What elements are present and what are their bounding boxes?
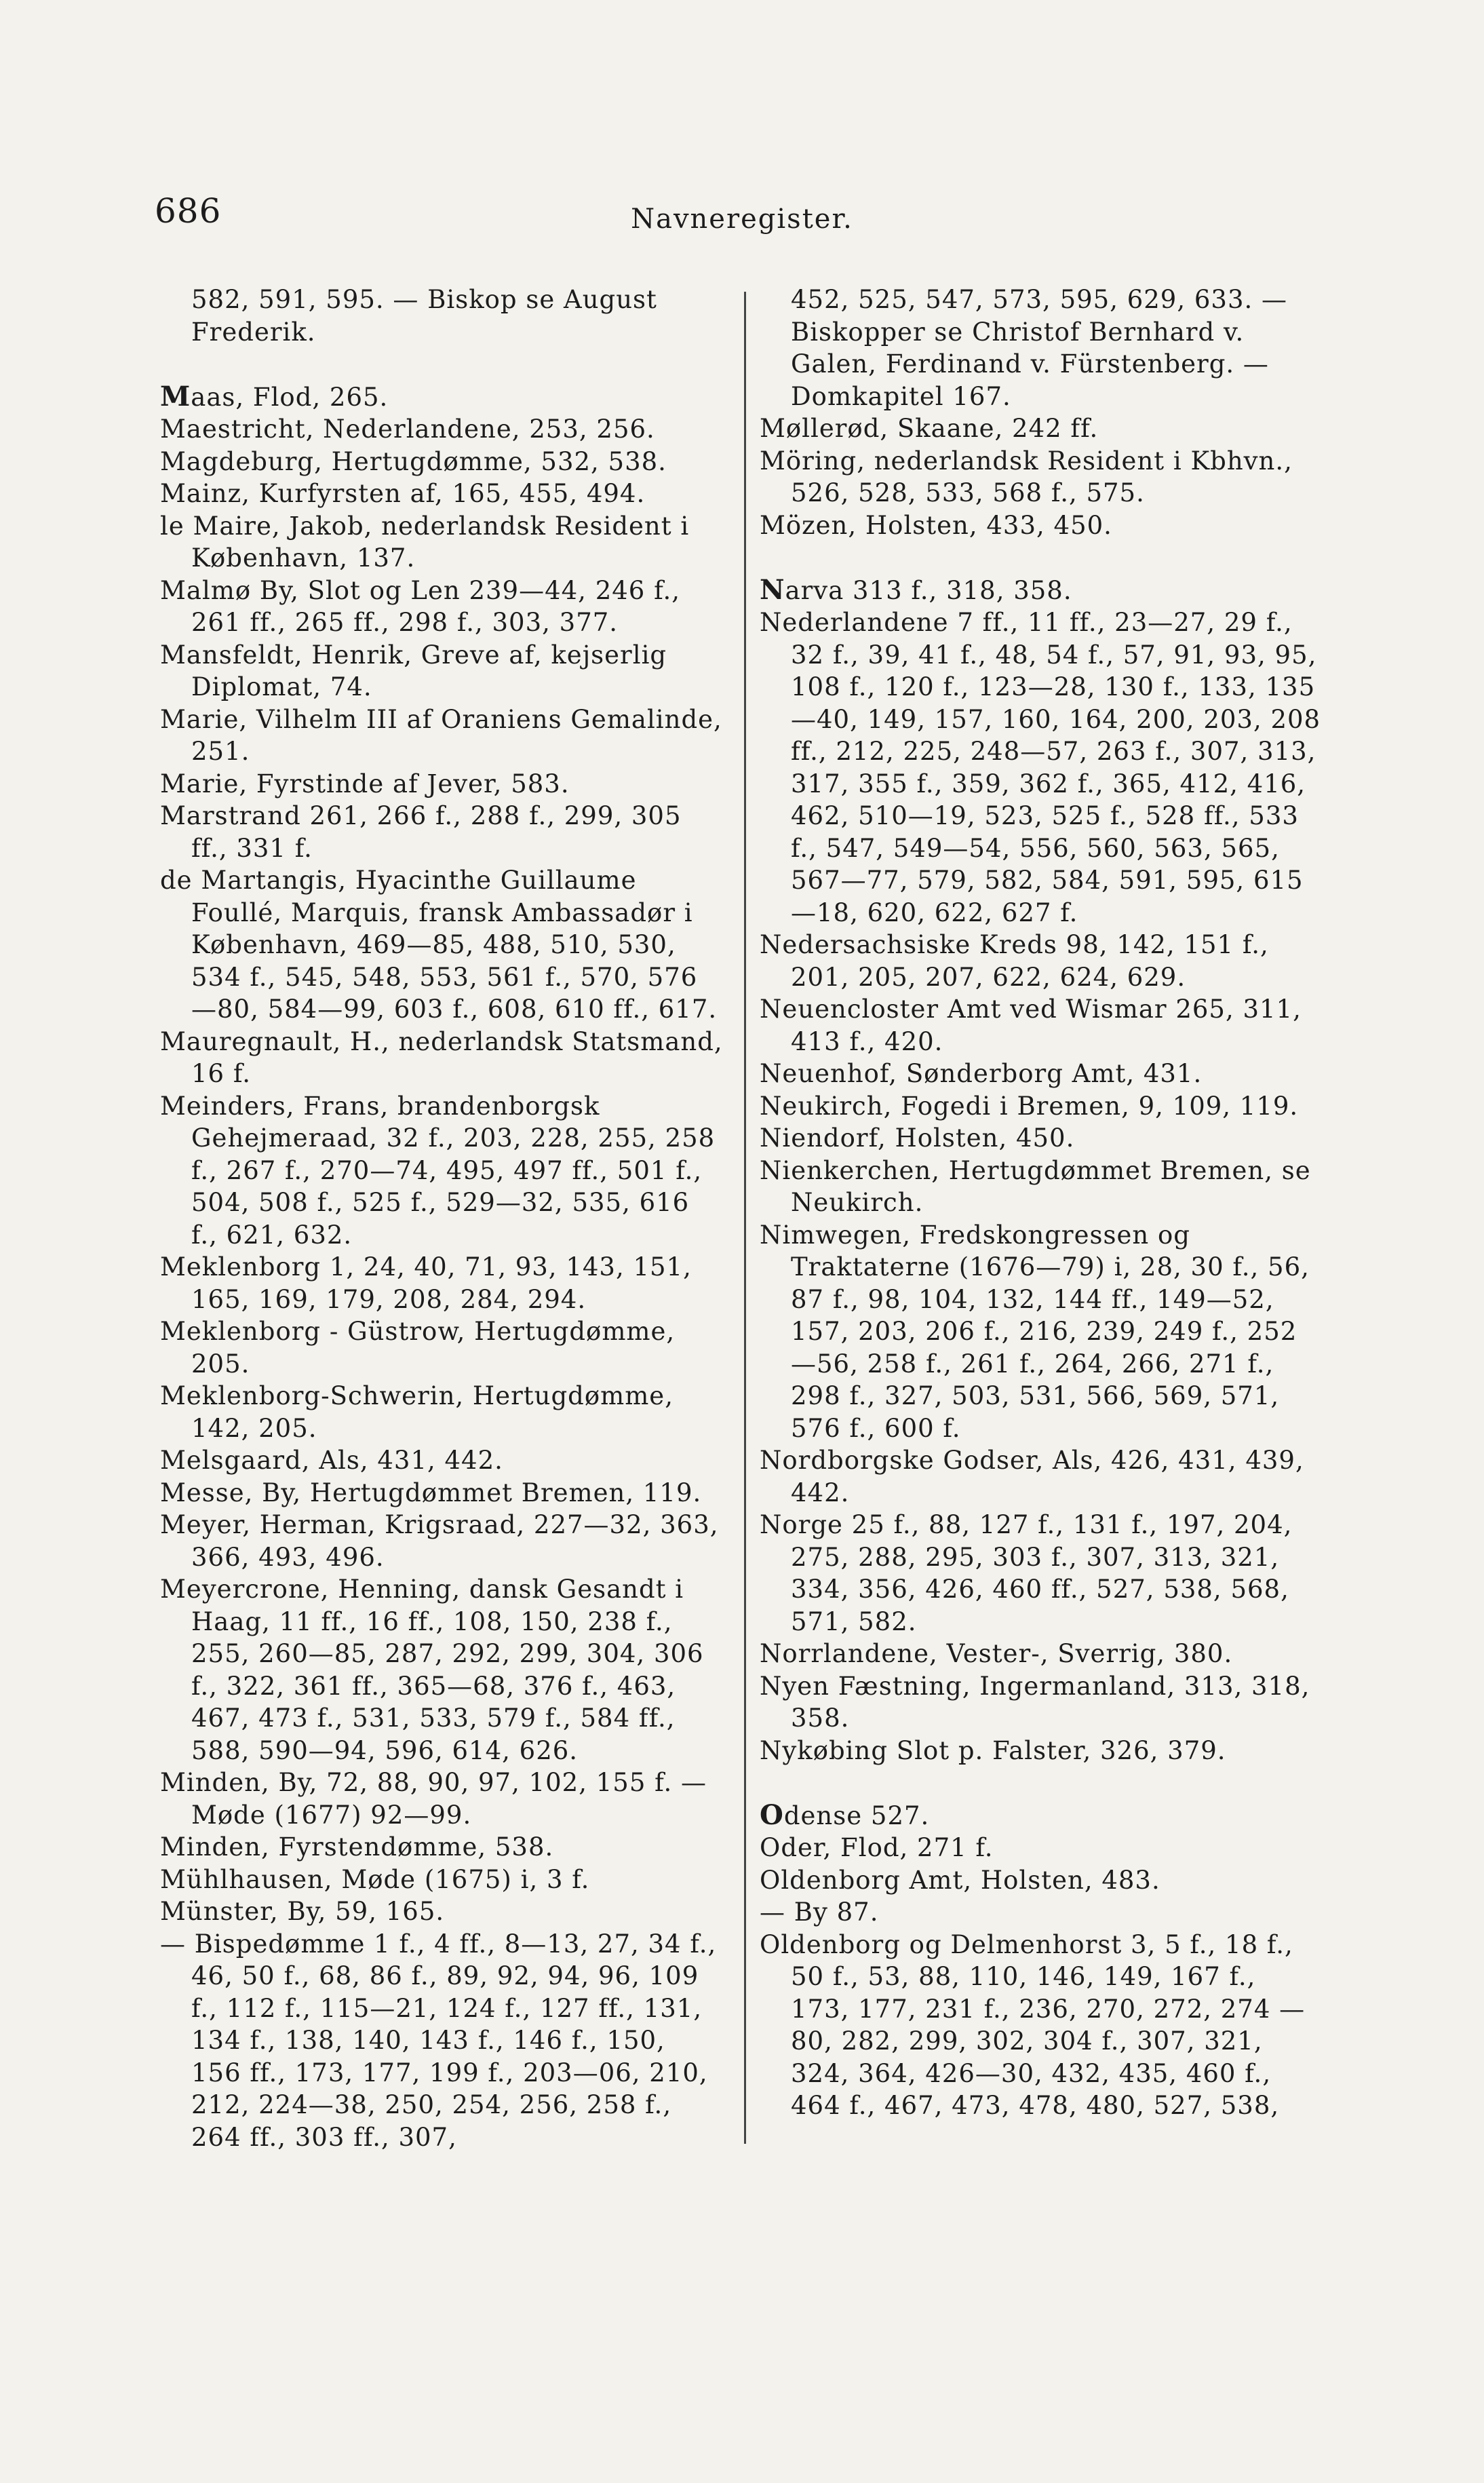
index-entry [760, 607, 1323, 929]
entry-text: Oder, Flod, 271 f. [760, 1833, 994, 1862]
entry-text: Mauregnault, H., nederlandsk Statsmand, 16 f. [160, 1026, 723, 1088]
index-entry-continuation [160, 284, 723, 348]
index-entry [760, 445, 1323, 509]
entry-text: Oldenborg og Delmenhorst 3, 5 f., 18 f., 50 f., 53, 88, 110, 146, 149, 167 f., 173, 177, 231 f., 236, 270, 272, 274 — 80, 282, 299, 302, 304 f., 307, 321, 324, 364, 426—30, 432, 435, 460 f., 464 f., 467, 473, 478, 480, 527, 538, [760, 1929, 1306, 2120]
entry-text: Meklenborg 1, 24, 40, 71, 93, 143, 151, 165, 169, 179, 208, 284, 294. [160, 1252, 692, 1314]
left-column [160, 284, 723, 2153]
entry-text: Meklenborg-Schwerin, Hertugdømme, 142, 205. [160, 1381, 673, 1443]
running-head: Navneregister. [631, 204, 853, 235]
index-entry [160, 1767, 723, 1831]
entry-text: Möring, nederlandsk Resident i Kbhvn., 526, 528, 533, 568 f., 575. [760, 446, 1293, 507]
index-entry [760, 1444, 1323, 1509]
entry-text: Meyer, Herman, Krigsraad, 227—32, 363, 366, 493, 496. [160, 1510, 719, 1572]
entry-text: Marie, Fyrstinde af Jever, 583. [160, 769, 570, 798]
index-entry [160, 413, 723, 446]
index-entry [760, 1864, 1323, 1897]
entry-text: Mözen, Holsten, 433, 450. [760, 510, 1112, 540]
entry-text: Neuencloster Amt ved Wismar 265, 311, 413 f., 420. [760, 995, 1302, 1056]
entry-text: Mainz, Kurfyrsten af, 165, 455, 494. [160, 479, 646, 508]
index-entry-continuation [760, 284, 1323, 412]
index-entry [760, 1638, 1323, 1670]
entry-text: Marie, Vilhelm III af Oraniens Gemalinde, 251. [160, 704, 722, 766]
index-entry [760, 509, 1323, 542]
entry-text: 452, 525, 547, 573, 595, 629, 633. — Biskopper se Christof Bernhard v. Galen, Ferdinand v. Fürstenberg. — Domkapitel 167. [791, 285, 1288, 411]
index-entry [160, 1895, 723, 1928]
index-entry [760, 412, 1323, 445]
entry-text: Nimwegen, Fredskongressen og Traktaterne (1676—79) i, 28, 30 f., 56, 87 f., 98, 104, 132, 144 ff., 149—52, 157, 203, 206 f., 216, 239, 249 f., 252 —56, 258 f., 261 f., 264, 266, 271 f., 298 f., 327, 503, 531, 566, 569, 571, 576 f., 600 f. [760, 1220, 1310, 1443]
entry-text: Meyercrone, Henning, dansk Gesandt i Haag, 11 ff., 16 ff., 108, 150, 238 f., 255, 260—85, 287, 292, 299, 304, 306 f., 322, 361 ff., 365—68, 376 f., 463, 467, 473 f., 531, 533, 579 f., 584 ff., 588, 590—94, 596, 614, 626. [160, 1575, 704, 1765]
entry-text: Nyen Fæstning, Ingermanland, 313, 318, 358. [760, 1671, 1310, 1733]
entry-text: Messe, By, Hertugdømmet Bremen, 119. [160, 1478, 702, 1507]
entry-text: Magdeburg, Hertugdømme, 532, 538. [160, 446, 667, 476]
index-entry [760, 1509, 1323, 1638]
index-entry [160, 704, 723, 768]
index-entry [760, 1799, 1323, 1832]
index-entry [760, 1670, 1323, 1735]
index-entry [160, 1477, 723, 1509]
entry-text: le Maire, Jakob, nederlandsk Resident i København, 137. [160, 511, 690, 573]
section-initial: N [760, 573, 785, 606]
index-entry [760, 1929, 1323, 2122]
index-entry [160, 1026, 723, 1090]
entry-text: Norrlandene, Vester-, Sverrig, 380. [760, 1639, 1233, 1668]
entry-text: Nordborgske Godser, Als, 426, 431, 439, 442. [760, 1446, 1304, 1507]
index-entry [760, 929, 1323, 993]
page-number: 686 [155, 191, 222, 231]
index-entry [760, 1090, 1323, 1123]
index-entry [160, 1928, 723, 2154]
index-entry [160, 381, 723, 414]
section-gap [760, 1767, 1323, 1799]
entry-text: Mühlhausen, Møde (1675) i, 3 f. [160, 1864, 590, 1894]
index-entry [160, 1090, 723, 1252]
entry-text: Malmø By, Slot og Len 239—44, 246 f., 261 ff., 265 ff., 298 f., 303, 377. [160, 575, 680, 637]
entry-text: Nederlandene 7 ff., 11 ff., 23—27, 29 f., 32 f., 39, 41 f., 48, 54 f., 57, 91, 93, 95, 108 f., 120 f., 123—28, 130 f., 133, 135—40, 149, 157, 160, 164, 200, 203, 208 ff., 212, 225, 248—57, 263 f., 307, 313, 317, 355 f., 359, 362 f., 365, 412, 416, 462, 510—19, 523, 525 f., 528 ff., 533 f., 547, 549—54, 556, 560, 563, 565, 567—77, 579, 582, 584, 591, 595, 615—18, 620, 622, 627 f. [760, 608, 1321, 927]
index-entry [160, 446, 723, 478]
entry-text: Niendorf, Holsten, 450. [760, 1123, 1075, 1153]
index-entry [760, 1219, 1323, 1445]
index-entry [760, 993, 1323, 1058]
column-divider [744, 292, 746, 2144]
entry-text: Nedersachsiske Kreds 98, 142, 151 f., 201, 205, 207, 622, 624, 629. [760, 930, 1269, 992]
index-entry [760, 1832, 1323, 1864]
entry-text: Nykøbing Slot p. Falster, 326, 379. [760, 1735, 1226, 1765]
entry-text: Maestricht, Nederlandene, 253, 256. [160, 415, 655, 444]
index-entry [160, 1509, 723, 1573]
entry-text: Melsgaard, Als, 431, 442. [160, 1446, 503, 1475]
index-entry [160, 1444, 723, 1477]
entry-text: Marstrand 261, 266 f., 288 f., 299, 305 ff., 331 f. [160, 801, 682, 863]
entry-text: Münster, By, 59, 165. [160, 1897, 445, 1926]
index-entry [160, 639, 723, 704]
entry-text: aas, Flod, 265. [191, 382, 389, 412]
entry-text: Minden, By, 72, 88, 90, 97, 102, 155 f. — Møde (1677) 92—99. [160, 1768, 707, 1830]
entry-text: Neuenhof, Sønderborg Amt, 431. [760, 1059, 1203, 1088]
index-entry [160, 575, 723, 639]
index-entry [760, 1058, 1323, 1090]
index-entry [160, 1573, 723, 1767]
section-initial: O [760, 1798, 784, 1831]
entry-text: dense 527. [783, 1801, 930, 1830]
entry-text: Mansfeldt, Henrik, Greve af, kejserlig Diplomat, 74. [160, 640, 667, 701]
index-entry [160, 800, 723, 864]
entry-text: Oldenborg Amt, Holsten, 483. [760, 1865, 1160, 1895]
entry-text: Minden, Fyrstendømme, 538. [160, 1832, 554, 1862]
entry-text: Meinders, Frans, brandenborgsk Gehejmeraad, 32 f., 203, 228, 255, 258 f., 267 f., 270—74, 495, 497 ff., 501 f., 504, 508 f., 525 f., 529—32, 535, 616 f., 621, 632. [160, 1091, 716, 1250]
entry-text: 582, 591, 595. — Biskop se August Frederik. [191, 285, 657, 347]
entry-text: Meklenborg - Güstrow, Hertugdømme, 205. [160, 1317, 676, 1379]
right-column [760, 284, 1323, 2122]
index-entry [760, 574, 1323, 607]
entry-text: — Bispedømme 1 f., 4 ff., 8—13, 27, 34 f., 46, 50 f., 68, 86 f., 89, 92, 94, 96, 109 f., 112 f., 115—21, 124 f., 127 ff., 131, 134 f., 138, 140, 143 f., 146 f., 150, 156 ff., 173, 177, 199 f., 203—06, 210, 212, 224—38, 250, 254, 256, 258 f., 264 ff., 303 ff., 307, [160, 1929, 717, 2152]
index-entry [160, 478, 723, 510]
index-entry [160, 1864, 723, 1896]
section-gap [760, 541, 1323, 574]
index-entry [160, 510, 723, 575]
entry-text: Neukirch, Fogedi i Bremen, 9, 109, 119. [760, 1091, 1299, 1121]
index-entry [760, 1155, 1323, 1219]
section-gap [160, 348, 723, 381]
index-entry [160, 1251, 723, 1315]
entry-text: arva 313 f., 318, 358. [785, 575, 1072, 605]
index-entry [160, 768, 723, 801]
index-entry [160, 1315, 723, 1380]
entry-text: — By 87. [760, 1898, 879, 1927]
entry-text: de Martangis, Hyacinthe Guillaume Foullé, Marquis, fransk Ambassadør i København, 469—85, 488, 510, 530, 534 f., 545, 548, 553, 561 f., 570, 576 —80, 584—99, 603 f., 608, 610 ff., 617. [160, 866, 718, 1024]
index-entry [160, 1831, 723, 1864]
section-initial: M [160, 380, 191, 412]
entry-text: Møllerød, Skaane, 242 ff. [760, 414, 1099, 443]
index-entry [160, 864, 723, 1026]
index-entry [760, 1896, 1323, 1929]
entry-text: Norge 25 f., 88, 127 f., 131 f., 197, 204, 275, 288, 295, 303 f., 307, 313, 321, 334, 356, 426, 460 ff., 527, 538, 568, 571, 582. [760, 1510, 1293, 1636]
index-entry [760, 1122, 1323, 1155]
index-entry [760, 1735, 1323, 1767]
entry-text: Nienkerchen, Hertugdømmet Bremen, se Neukirch. [760, 1155, 1311, 1217]
index-entry [160, 1380, 723, 1444]
